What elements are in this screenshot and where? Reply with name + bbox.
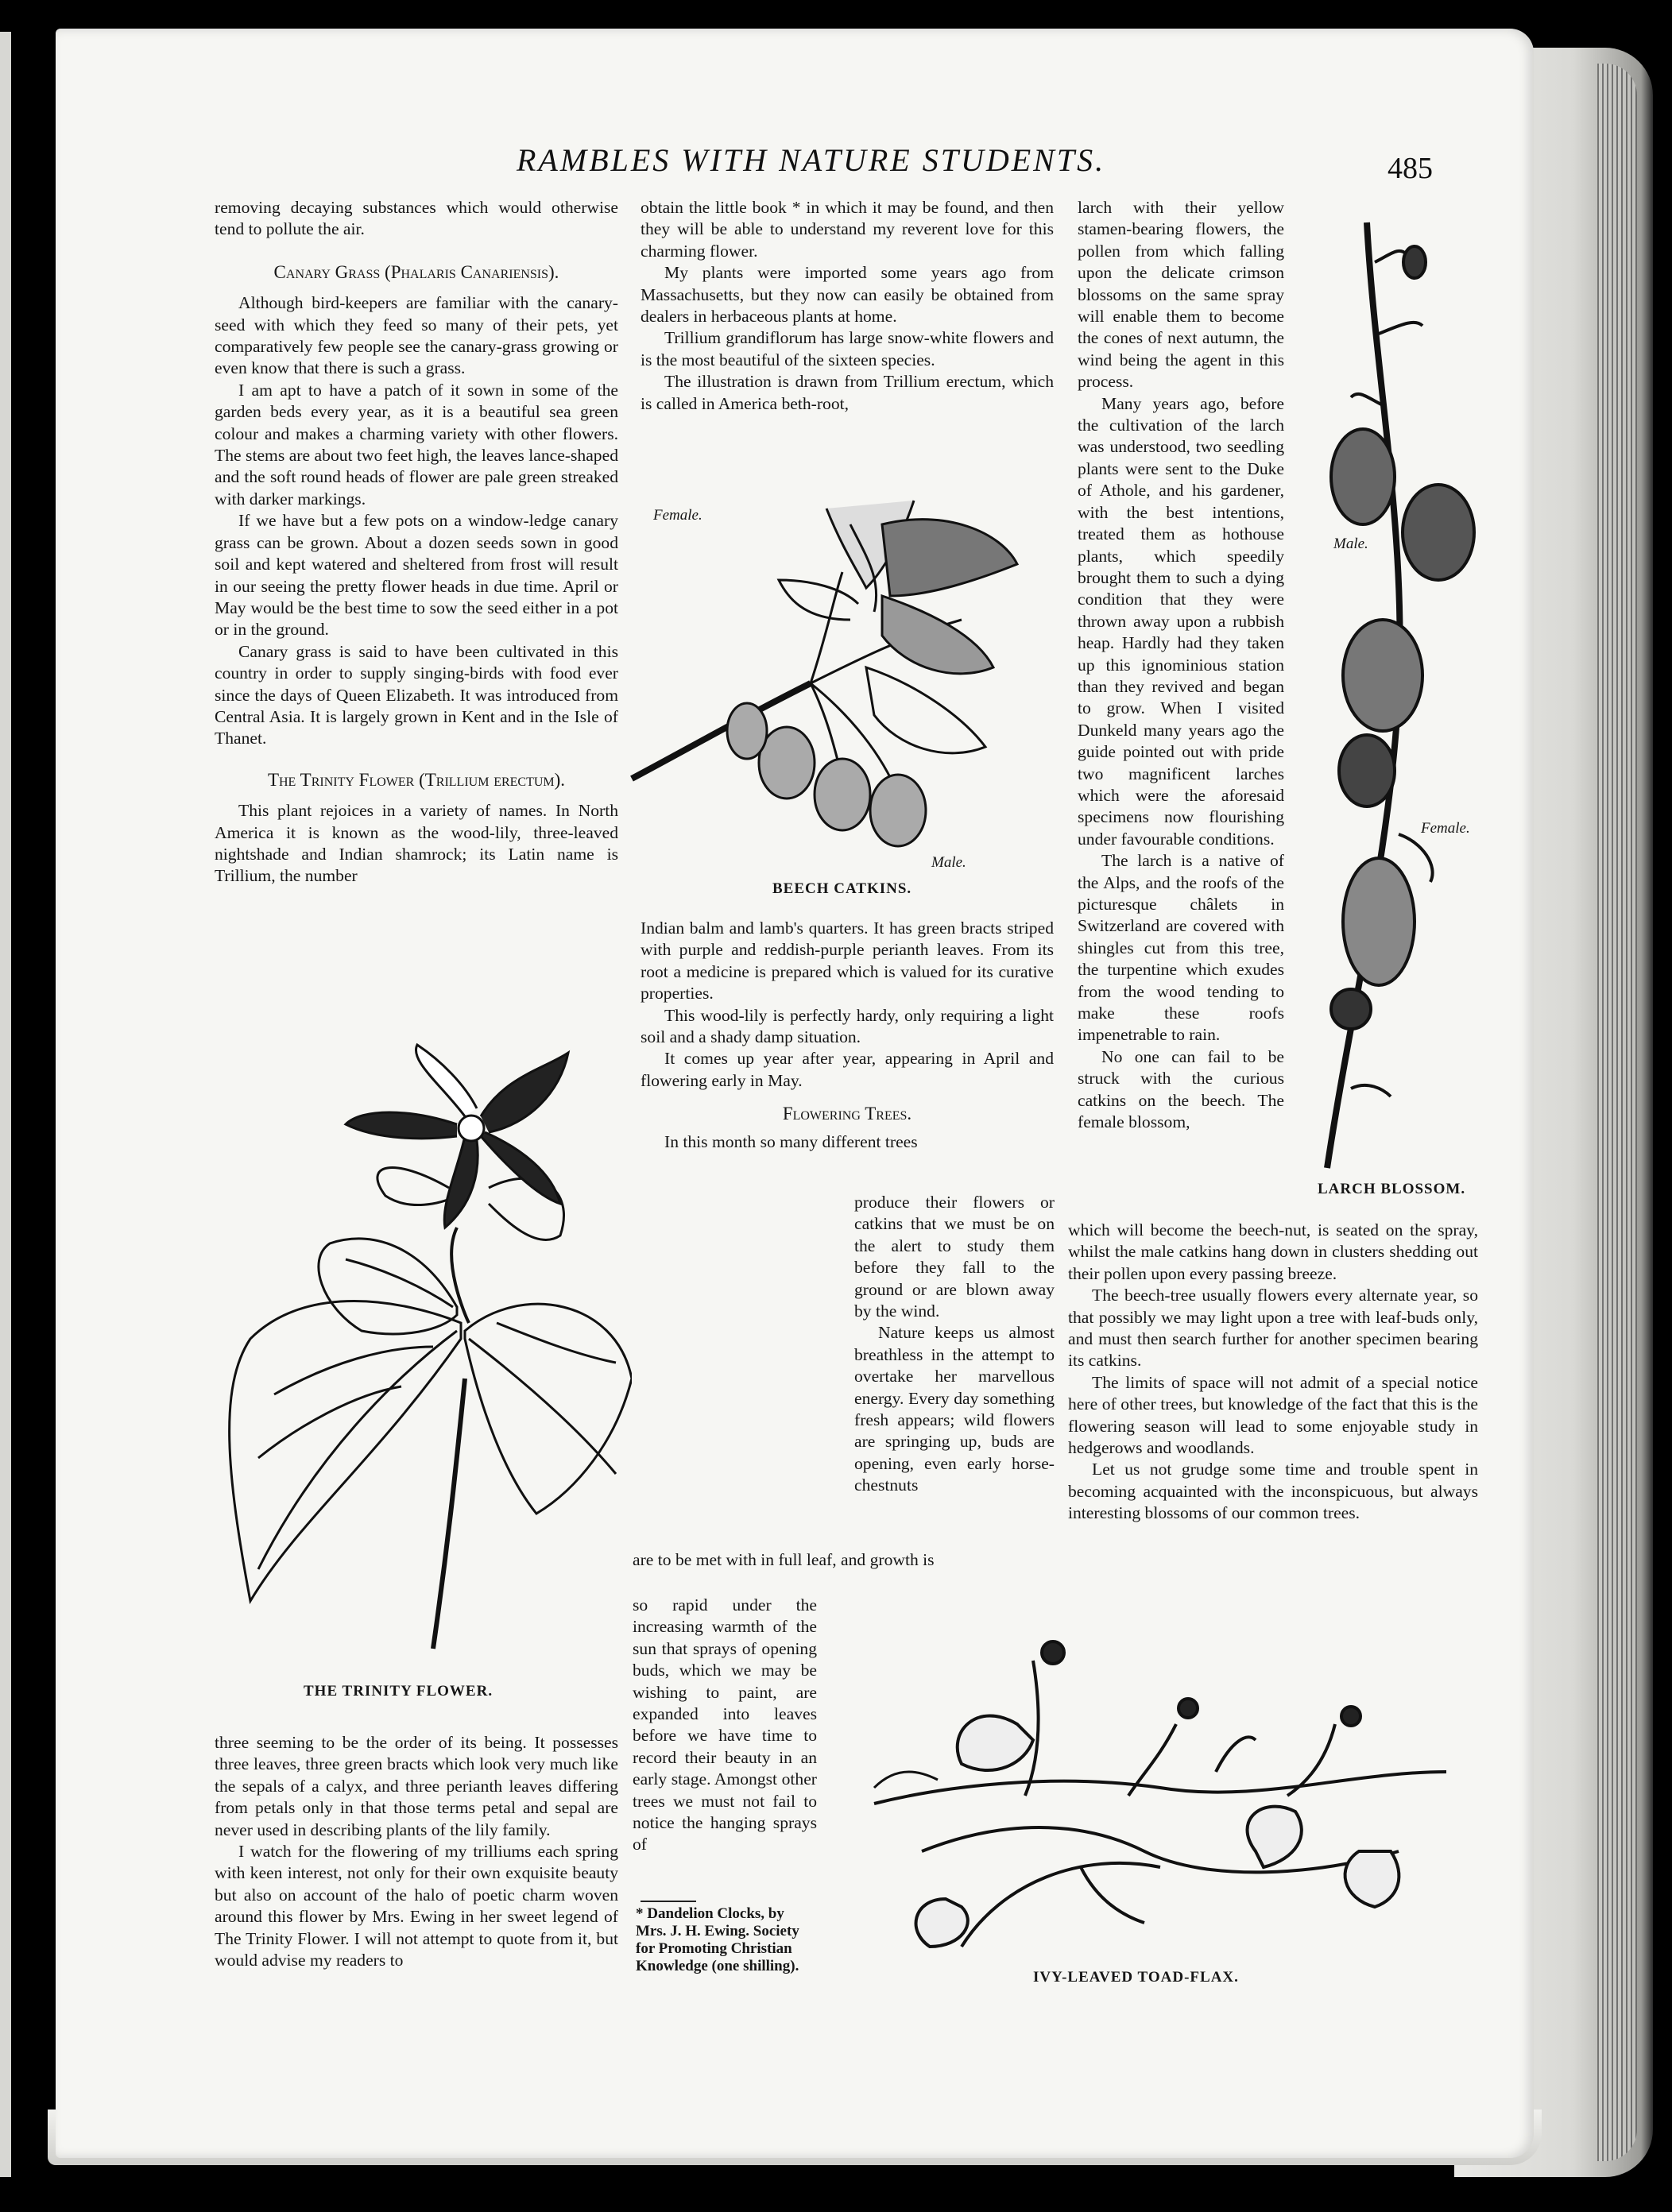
running-header: RAMBLES WITH NATURE STUDENTS. xyxy=(517,142,1106,178)
section-heading-flowering-trees: Flowering Trees. xyxy=(782,1104,912,1124)
paragraph: Canary grass is said to have been cultivated in this country in order to supply singing-birds with food ever since the days of Queen Elizabeth. It was introduced from Central Asia. It is largely grown in Kent and in the Isle of Thanet. xyxy=(215,641,618,748)
paragraph: produce their flowers or catkins that we must be on the alert to study them before they fall to the ground or are blown away by the wind. xyxy=(854,1193,1055,1321)
trinity-flower-caption: THE TRINITY FLOWER. xyxy=(304,1683,493,1700)
paragraph: My plants were imported some years ago from Massachusetts, but they now can easily be obtained from dealers in herbaceous plants at home. xyxy=(641,263,1054,327)
paragraph: Trillium grandiflorum has large snow-white flowers and is the most beautiful of the sixteen species. xyxy=(641,328,1054,369)
footnote-rule xyxy=(641,1901,696,1902)
previous-page-edge xyxy=(0,32,11,2177)
column-2-wide-line xyxy=(633,1549,1047,1571)
larch-female-label: Female. xyxy=(1421,820,1470,837)
paragraph: Indian balm and lamb's quarters. It has green bracts striped with purple and reddish-purple perianth leaves. From its root a medicine is prepared which is valued for its curative properties. xyxy=(641,918,1054,1004)
toad-flax-caption: IVY-LEAVED TOAD-FLAX. xyxy=(1033,1969,1239,1986)
column-3-narrow xyxy=(1078,197,1284,1133)
beech-catkins-caption: BEECH CATKINS. xyxy=(772,880,912,897)
paragraph: Although bird-keepers are familiar with the canary-seed with which they feed so many of their pets, yet comparatively few people see the canary-grass growing or even know that there is such a grass. xyxy=(215,293,618,378)
column-3-wide xyxy=(1068,1220,1478,1525)
paragraph: Let us not grudge some time and trouble spent in becoming acquainted with the inconspicuous, but always interesting blossoms of our common trees. xyxy=(1068,1460,1478,1523)
paragraph: three seeming to be the order of its being. It possesses three leaves, three green bracts which look very much like the sepals of a calyx, and three perianth leaves differing from petals only in that those terms petal and sepal are never used in describing plants of the lily family. xyxy=(215,1733,618,1839)
paragraph: The limits of space will not admit of a special notice here of other trees, but knowledge of the fact that this is the flowering season will lead to some enjoyable study in hedgerows and woodlands. xyxy=(1068,1372,1478,1458)
section-heading-canary-grass: Canary Grass (Phalaris Canariensis). xyxy=(273,261,559,282)
column-1-bottom xyxy=(215,1732,618,1971)
beech-male-label: Male. xyxy=(931,854,966,871)
beech-catkins-illustration xyxy=(628,477,1049,874)
paragraph: Many years ago, before the cultivation of the larch was understood, two seedling plants were sent to the Duke of Athole, and his gardener, with the best intentions, treated them as hothouse plants, which speedily brought them to such a dying condition that they were thrown away upon a rubbish heap. Hardly had they taken up this ignominious station than they revived and began to grow. When I visited Dunkeld many years ago the guide pointed out with pride two magnificent larches which were the aforesaid specimens now flourishing under favourable conditions. xyxy=(1078,393,1284,849)
column-2-bottom xyxy=(633,1595,817,1856)
paragraph: This plant rejoices in a variety of names. In North America it is known as the wood-lily, three-leaved nightshade and Indian shamrock; its Latin name is Trillium, the number xyxy=(215,801,618,886)
column-2-narrow xyxy=(854,1192,1055,1497)
footnote: * Dandelion Clocks, by Mrs. J. H. Ewing. Society for Promoting Christian Knowledge (one shilling). xyxy=(636,1905,799,1974)
paragraph: I watch for the flowering of my trilliums each spring with keen interest, not only for their own exquisite beauty but also on account of the halo of poetic charm woven around this flower by Mrs. Ewing in her sweet legend of The Trinity Flower. I will not attempt to quote from it, but would advise my readers to xyxy=(215,1842,618,1970)
ivy-leaved-toad-flax-illustration xyxy=(842,1613,1470,1963)
larch-blossom-illustration xyxy=(1303,215,1502,1176)
paragraph: are to be met with in full leaf, and growth is xyxy=(633,1550,935,1569)
paragraph: This wood-lily is perfectly hardy, only requiring a light soil and a shady damp situation. xyxy=(641,1005,1054,1047)
paragraph: which will become the beech-nut, is seated on the spray, whilst the male catkins hang down in clusters shedding out their pollen upon every passing breeze. xyxy=(1068,1220,1478,1283)
paragraph: obtain the little book * in which it may be found, and then they will be able to understand my reverent love for this charming flower. xyxy=(641,198,1054,261)
section-heading-trinity-flower: The Trinity Flower (Trillium erectum). xyxy=(267,769,566,790)
paragraph: removing decaying substances which would otherwise tend to pollute the air. xyxy=(215,198,618,239)
column-1-top xyxy=(215,197,618,888)
page-number: 485 xyxy=(1388,152,1433,185)
paragraph: The illustration is drawn from Trillium erectum, which is called in America beth-root, xyxy=(641,372,1054,413)
paragraph: Nature keeps us almost breathless in the attempt to overtake her marvellous energy. Every day something fresh appears; wild flowers are springing up, buds are opening, even early horse-chestnuts xyxy=(854,1323,1055,1495)
paragraph: I am apt to have a patch of it sown in some of the garden beds every year, as it is a beautiful sea green colour and makes a charming variety with other flowers. The stems are about two feet high, the leaves lance-shaped and the soft round heads of flower are pale green streaked with darker markings. xyxy=(215,380,618,509)
paragraph: The larch is a native of the Alps, and the roofs of the picturesque châlets in Switzerland are covered with shingles cut from this tree, the turpentine which exudes from the wood tending to make these roofs impenetrable to rain. xyxy=(1078,851,1284,1045)
column-2-middle xyxy=(641,918,1054,1153)
paragraph: No one can fail to be struck with the curious catkins on the beech. The female blossom, xyxy=(1078,1046,1284,1132)
paragraph: so rapid under the increasing warmth of the sun that sprays of opening buds, which we may be wishing to paint, are expanded into leaves before we have time to record their beauty in an early stage. Amongst other trees we must not fail to notice the hanging sprays of xyxy=(633,1595,817,1854)
larch-blossom-caption: LARCH BLOSSOM. xyxy=(1318,1181,1466,1197)
paragraph: It comes up year after year, appearing in April and flowering early in May. xyxy=(641,1049,1054,1090)
paragraph: larch with their yellow stamen-bearing flowers, the pollen from which falling upon the delicate crimson blossoms on the same spray will enable them to become the cones of next autumn, the wind being the agent in this process. xyxy=(1078,198,1284,392)
book-page-stack xyxy=(1597,64,1637,2161)
paragraph: In this month so many different trees xyxy=(664,1131,918,1151)
paragraph: The beech-tree usually flowers every alternate year, so that possibly we may light upon a tree with leaf-buds only, and must then search further for another specimen bearing its catkins. xyxy=(1068,1286,1478,1371)
larch-male-label: Male. xyxy=(1333,536,1368,552)
trinity-flower-illustration xyxy=(203,965,632,1657)
beech-female-label: Female. xyxy=(653,507,702,524)
column-2-top xyxy=(641,197,1054,415)
paragraph: If we have but a few pots on a window-ledge canary grass can be grown. About a dozen seeds sown in good soil and kept watered and sheltered from frost will result in our seeing the pretty flower heads in due time. April or May would be the best time to sow the seed either in a pot or in the ground. xyxy=(215,511,618,640)
